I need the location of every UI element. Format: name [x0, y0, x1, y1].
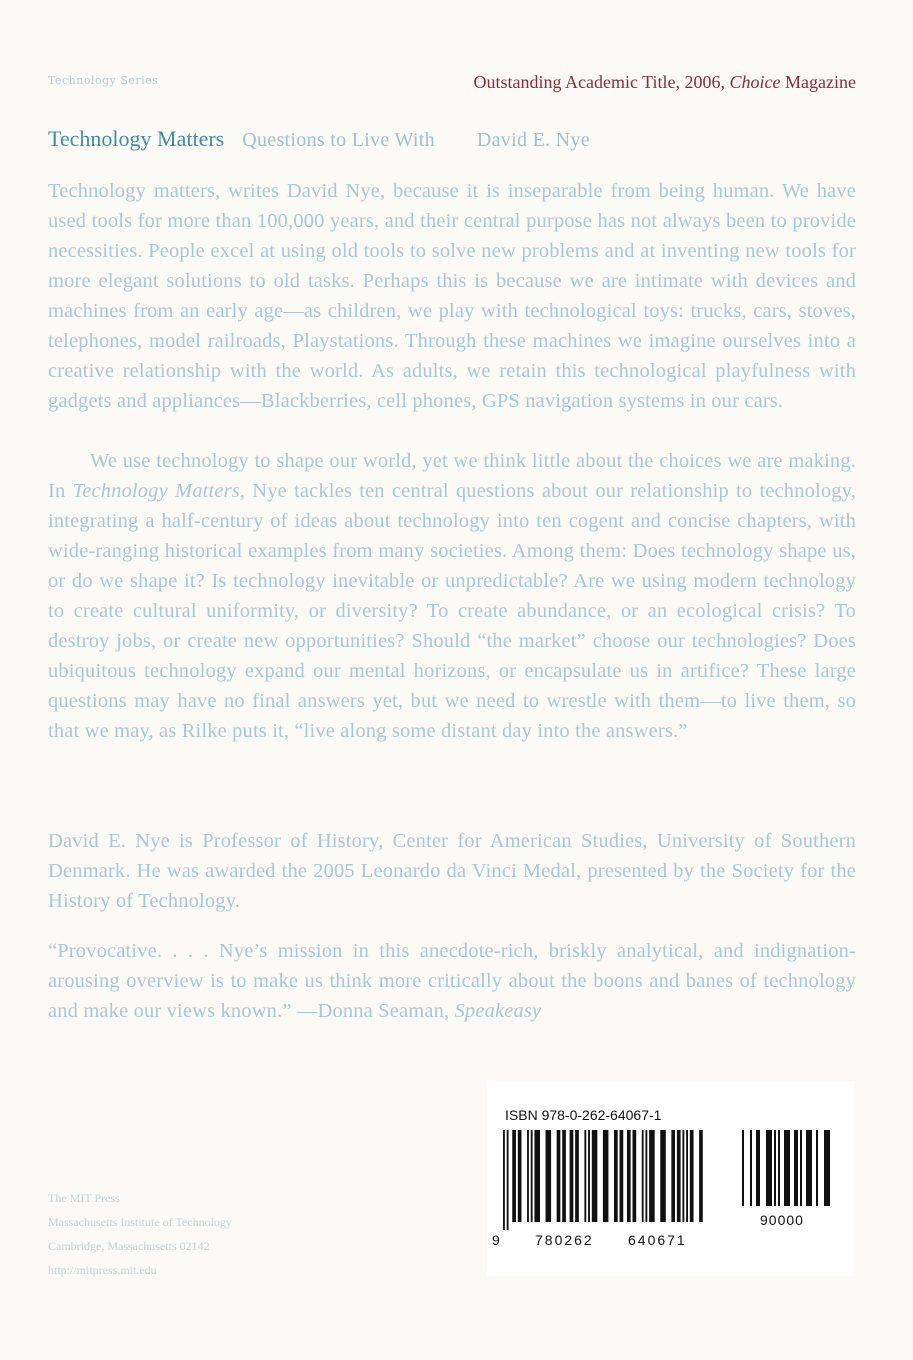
barcode-first-digit: 9 — [492, 1232, 500, 1248]
publisher-address: Cambridge, Massachusetts 02142 — [48, 1239, 210, 1253]
book-author: David E. Nye — [476, 129, 590, 151]
barcode-bar — [699, 1130, 703, 1222]
award-line — [474, 72, 856, 93]
barcode-bar — [794, 1130, 798, 1206]
isbn-label: ISBN 978-0-262-64067-1 — [505, 1107, 662, 1123]
barcode-bar — [531, 1130, 533, 1222]
barcode-bar — [645, 1130, 647, 1222]
barcode-bar — [686, 1130, 688, 1222]
barcode-bar — [614, 1130, 618, 1222]
barcode-bar — [503, 1130, 505, 1230]
barcode-right-digits: 640671 — [628, 1232, 687, 1248]
publisher-name: The MIT Press — [48, 1191, 120, 1205]
title-line — [48, 126, 868, 152]
barcode-bar — [507, 1130, 509, 1230]
barcode-bar — [527, 1130, 529, 1222]
barcode-bar — [682, 1130, 684, 1222]
p2-rest: , Nye tackles ten central questions about our relationship to technology, integrating a half-century of ideas about technology into ten cogent and concise chapters, with wide-ranging historical examples from many societies. Among them: Does technology shape us, or do we shape it? Is technology inevitable or unpredictable? Are we using modern technology to create cultural uniformity, or diversity? To create abundance, or an ecological crisis? To destroy jobs, or create new opportunities? Should “the market” choose our technologies? Does ubiquitous technology expand our mental horizons, or encapsulate us in artifice? These large questions may have no final answers yet, but we need to wrestle with them—to live them, so that we may, as Rilke puts it, “live along some distant day into the answers.” — [48, 480, 856, 742]
barcode-bar — [824, 1130, 830, 1206]
publisher-institute: Massachusetts Institute of Technology — [48, 1215, 232, 1229]
award-prefix: Outstanding Academic Title, 2006, — [473, 72, 730, 92]
barcode-bar — [570, 1130, 574, 1222]
award-magazine: Choice — [729, 72, 781, 92]
supplement-barcode — [742, 1130, 850, 1210]
barcode-bar — [766, 1130, 772, 1206]
description-paragraph-2 — [48, 446, 856, 746]
barcode-supplement-digits: 90000 — [760, 1212, 804, 1228]
barcode-bar — [557, 1130, 561, 1222]
barcode-bar — [518, 1130, 522, 1222]
quote-source: Speakeasy — [454, 1000, 542, 1022]
publisher-block — [48, 1186, 232, 1282]
barcode-left-digits: 780262 — [535, 1232, 594, 1248]
barcode-bar — [742, 1130, 744, 1206]
barcode-bar — [584, 1130, 586, 1222]
series-label: Technology Series — [48, 74, 159, 87]
barcode-bar — [750, 1130, 752, 1206]
p2-title: Technology Matters — [72, 480, 240, 502]
book-subtitle: Questions to Live With — [242, 129, 435, 151]
barcode-bar — [649, 1130, 655, 1222]
review-quote — [48, 936, 856, 1026]
barcode-bar — [546, 1130, 552, 1222]
award-suffix: Magazine — [780, 72, 856, 92]
barcode-bar — [677, 1130, 681, 1222]
barcode-bar — [592, 1130, 598, 1222]
ean-barcode — [503, 1130, 703, 1230]
quote-text: “Provocative. . . . Nye’s mission in this anecdote-rich, briskly analytical, and indignation-arousing overview is to make us think more critically about the boons and banes of technology and make our views known.” —Donna Seaman, — [48, 940, 856, 1022]
description-paragraph-1: Technology matters, writes David Nye, because it is inseparable from being human. We have used tools for more than 100,000 years, and their central purpose has not always been to provide necessities. People excel at using old tools to solve new problems and at inventing new tools for more elegant solutions to old tasks. Perhaps this is because we are intimate with devices and machines from an early age—as children, we play with technological toys: trucks, cars, stoves, telephones, model railroads, Playstations. Through these machines we imagine ourselves into a creative relationship with the world. As adults, we retain this technological playfulness with gadgets and appliances—Blackberries, cell phones, GPS navigation systems in our cars. — [48, 180, 856, 412]
barcode-bar — [588, 1130, 590, 1222]
publisher-url: http://mitpress.mit.edu — [48, 1263, 157, 1277]
barcode-bar — [800, 1130, 802, 1206]
barcode-bar — [756, 1130, 760, 1206]
barcode-bar — [620, 1130, 624, 1222]
barcode-bar — [690, 1130, 694, 1222]
barcode-bar — [562, 1130, 566, 1222]
barcode-bar — [778, 1130, 780, 1206]
barcode-bar — [627, 1130, 631, 1222]
barcode-bar — [806, 1130, 812, 1206]
barcode-bar — [660, 1130, 666, 1222]
book-title: Technology Matters — [48, 126, 225, 151]
author-bio: David E. Nye is Professor of History, Center for American Studies, University of Southern Denmark. He was awarded the 2005 Leonardo da Vinci Medal, presented by the Society for the History of Technology. — [48, 830, 856, 912]
barcode-bar — [575, 1130, 579, 1222]
barcode-bar — [816, 1130, 818, 1206]
barcode-bar — [633, 1130, 637, 1222]
barcode-bar — [603, 1130, 609, 1222]
barcode-bar — [671, 1130, 675, 1222]
barcode-bar — [784, 1130, 790, 1206]
barcode-bar — [774, 1130, 776, 1206]
barcode-bar — [642, 1130, 644, 1222]
barcode-bar — [534, 1130, 540, 1222]
barcode-bar — [512, 1130, 516, 1222]
p2-start: We use technology to shape our world, yet we think little about the choices we are making. In — [48, 450, 856, 502]
